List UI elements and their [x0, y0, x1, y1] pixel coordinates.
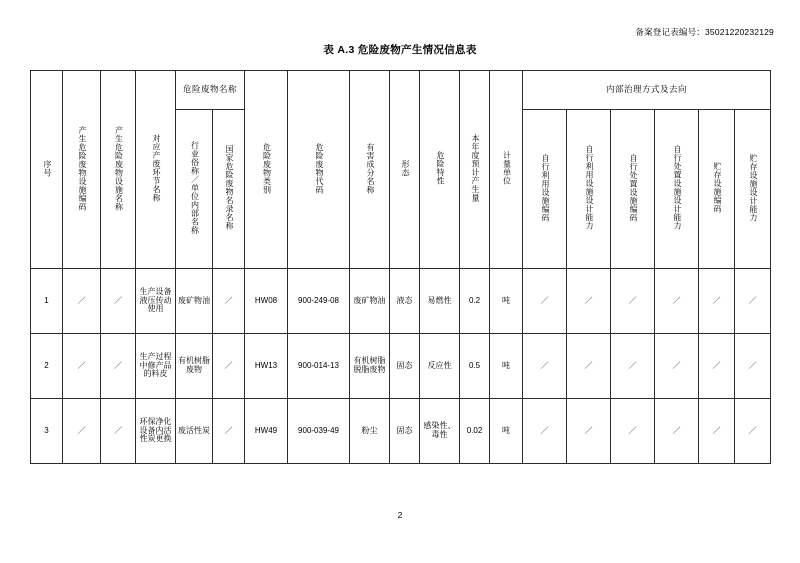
cell-storage-code: ／	[699, 399, 735, 464]
header-group-internal-treatment: 内部治理方式及去向	[523, 71, 771, 110]
cell-facility-name: ／	[101, 269, 136, 334]
cell-catalog-name: ／	[213, 269, 245, 334]
header-hazard-property: 危险特性	[420, 71, 460, 269]
table-row	[31, 334, 771, 399]
header-industry-name: 行业俗称／单位内部名称	[176, 110, 213, 269]
cell-hazard-property: 易燃性	[420, 269, 460, 334]
header-storage-code: 贮存设施编码	[699, 110, 735, 269]
cell-self-use-code: ／	[523, 399, 567, 464]
cell-process-name: 环保净化设备内活性炭更换	[136, 399, 176, 464]
cell-hazard-component: 废矿物油	[350, 269, 390, 334]
header-waste-code: 危险废物代码	[288, 71, 350, 269]
cell-physical-state: 固态	[390, 399, 420, 464]
cell-self-use-capacity: ／	[567, 334, 611, 399]
cell-unit: 吨	[490, 334, 523, 399]
header-storage-capacity: 贮存设施设计能力	[735, 110, 771, 269]
cell-industry-name: 废活性炭	[176, 399, 213, 464]
cell-self-dispose-capacity: ／	[655, 269, 699, 334]
cell-self-dispose-code: ／	[611, 269, 655, 334]
page-title: 表 A.3 危险废物产生情况信息表	[323, 44, 477, 56]
cell-storage-capacity: ／	[735, 269, 771, 334]
cell-storage-capacity: ／	[735, 334, 771, 399]
cell-catalog-name: ／	[213, 399, 245, 464]
cell-process-name: 生产设备液压传动使用	[136, 269, 176, 334]
cell-physical-state: 液态	[390, 269, 420, 334]
cell-hazard-property: 感染性、毒性	[420, 399, 460, 464]
cell-facility-name: ／	[101, 399, 136, 464]
cell-annual-amount: 0.02	[460, 399, 490, 464]
table-row	[31, 269, 771, 334]
cell-waste-category: HW49	[245, 399, 288, 464]
hazardous-waste-table	[30, 70, 771, 464]
table-header-row-1	[31, 71, 771, 110]
cell-self-dispose-code: ／	[611, 399, 655, 464]
cell-storage-code: ／	[699, 334, 735, 399]
page-number: 2	[397, 510, 403, 520]
cell-self-use-code: ／	[523, 334, 567, 399]
header-annual-amount: 本年度预计产生量	[460, 71, 490, 269]
header-self-dispose-code: 自行处置设施编码	[611, 110, 655, 269]
cell-industry-name: 废矿物油	[176, 269, 213, 334]
cell-hazard-component: 有机树脂脱脂废物	[350, 334, 390, 399]
cell-storage-code: ／	[699, 269, 735, 334]
header-waste-category: 危险废物类别	[245, 71, 288, 269]
cell-facility-code: ／	[63, 399, 101, 464]
cell-facility-name: ／	[101, 334, 136, 399]
header-group-waste-name: 危险废物名称	[176, 71, 245, 110]
cell-self-use-capacity: ／	[567, 269, 611, 334]
cell-waste-code: 900-039-49	[288, 399, 350, 464]
cell-annual-amount: 0.2	[460, 269, 490, 334]
cell-hazard-component: 粉尘	[350, 399, 390, 464]
cell-industry-name: 有机树脂废物	[176, 334, 213, 399]
cell-physical-state: 固态	[390, 334, 420, 399]
cell-facility-code: ／	[63, 334, 101, 399]
header-catalog-name: 国家危险废物名录名称	[213, 110, 245, 269]
header-facility-name: 产生危险废物设施名称	[101, 71, 136, 269]
cell-hazard-property: 反应性	[420, 334, 460, 399]
cell-self-use-capacity: ／	[567, 399, 611, 464]
cell-annual-amount: 0.5	[460, 334, 490, 399]
cell-seq: 1	[31, 269, 63, 334]
table-row	[31, 399, 771, 464]
cell-self-dispose-code: ／	[611, 334, 655, 399]
header-seq: 序号	[31, 71, 63, 269]
cell-waste-code: 900-014-13	[288, 334, 350, 399]
header-physical-state: 形态	[390, 71, 420, 269]
cell-storage-capacity: ／	[735, 399, 771, 464]
cell-waste-category: HW08	[245, 269, 288, 334]
cell-seq: 2	[31, 334, 63, 399]
registration-number: 备案登记表编号：35021220232129	[635, 27, 774, 37]
cell-seq: 3	[31, 399, 63, 464]
cell-unit: 吨	[490, 399, 523, 464]
header-process-name: 对应产废环节名称	[136, 71, 176, 269]
header-facility-code: 产生危险废物设施编码	[63, 71, 101, 269]
header-unit: 计量单位	[490, 71, 523, 269]
cell-facility-code: ／	[63, 269, 101, 334]
cell-process-name: 生产过程中修产品的料皮	[136, 334, 176, 399]
header-self-use-code: 自行利用设施编码	[523, 110, 567, 269]
header-self-use-capacity: 自行利用设施设计能力	[567, 110, 611, 269]
header-hazard-component: 有害成分名称	[350, 71, 390, 269]
cell-waste-category: HW13	[245, 334, 288, 399]
cell-self-use-code: ／	[523, 269, 567, 334]
cell-self-dispose-capacity: ／	[655, 334, 699, 399]
cell-waste-code: 900-249-08	[288, 269, 350, 334]
hazardous-waste-table-wrapper	[30, 70, 770, 464]
cell-unit: 吨	[490, 269, 523, 334]
cell-catalog-name: ／	[213, 334, 245, 399]
header-self-dispose-capacity: 自行处置设施设计能力	[655, 110, 699, 269]
cell-self-dispose-capacity: ／	[655, 399, 699, 464]
